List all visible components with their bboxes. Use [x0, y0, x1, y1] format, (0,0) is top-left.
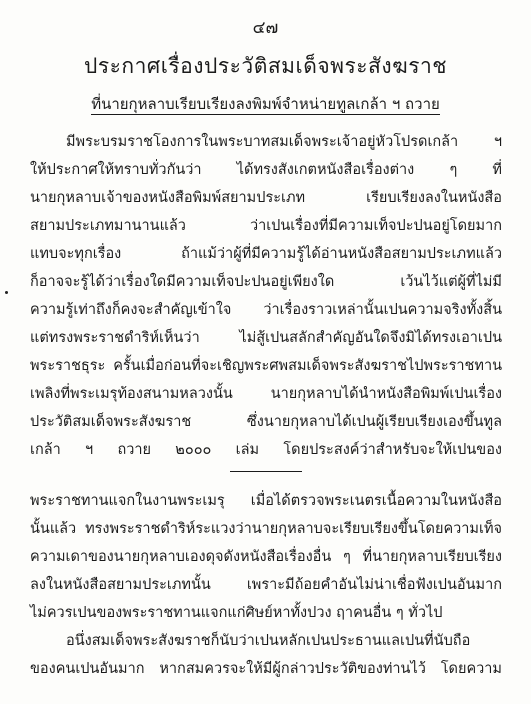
text-line: นายกุหลาบเจ้าของหนังสือพิมพ์สยามประเภท เรียบเรียงลงในหนังสือ [30, 190, 502, 206]
body-text [30, 128, 502, 683]
page-number: ๔๗ [252, 18, 279, 38]
text-line: แทบจะทุกเรื่อง ถ้าแม้ว่าผู้ที่มีความรู้ได้อ่านหนังสือสยามประเภทแล้ว [30, 246, 502, 262]
text-line: ไม่ควรเปนของพระราชทานแจกแก่ศิษย์หาทั้งปวง ฤาคนอื่น ๆ ทั่วไป [30, 605, 443, 621]
text-line: สยามประเภทมานานแล้ว ว่าเปนเรื่องที่มีความเท็จปะปนอยู่โดยมาก [30, 218, 502, 234]
document-title: ประกาศเรื่องประวัติสมเด็จพระสังฆราช [83, 54, 448, 78]
text-line: ความรู้เท่าถึงก็คงจะสำคัญเข้าใจ ว่าเรื่องราวเหล่านั้นเปนความจริงทั้งสิ้น [30, 302, 502, 318]
text-line: ความเดาของนายกุหลาบเองดุจดังหนังสือเรื่องอื่น ๆ ที่นายกุหลาบเรียบเรียง [30, 549, 502, 565]
scan-speck [5, 291, 8, 294]
document-subtitle: ที่นายกุหลาบเรียบเรียงลงพิมพ์จำหน่ายทูลเกล้า ฯ ถวาย [91, 95, 440, 113]
text-line: ประวัติสมเด็จพระสังฆราช ซึ่งนายกุหลาบได้เปนผู้เรียบเรียงเองขึ้นทูล [30, 414, 502, 430]
text-line: พระราชทานแจกในงานพระเมรุ เมื่อได้ตรวจพระเนตรเนื้อความในหนังสือ [30, 493, 502, 509]
text-line: เกล้า ฯ ถวาย ๒๐๐๐ เล่ม โดยประสงค์ว่าสำหรับจะให้เปนของ [30, 442, 502, 458]
text-line: ให้ประกาศให้ทราบทั่วกันว่า ได้ทรงสังเกตหนังสือเรื่องต่าง ๆ ที่ [30, 162, 502, 178]
text-line: แต่ทรงพระราชดำริห์เห็นว่า ไม่สู้เปนสลักสำคัญอันใดจึงมิได้ทรงเอาเปน [30, 330, 502, 346]
text-line: อนึ่งสมเด็จพระสังฆราชก็นับว่าเปนหลักเปนประธานแลเปนที่นับถือ [66, 633, 471, 649]
text-line: เพลิงที่พระเมรุท้องสนามหลวงนั้น นายกุหลาบได้นำหนังสือพิมพ์เปนเรื่อง [30, 386, 502, 402]
text-line: มีพระบรมราชโองการในพระบาทสมเด็จพระเจ้าอยู่หัวโปรดเกล้า ฯ [66, 134, 502, 150]
section-divider [30, 471, 502, 487]
document-subtitle-wrap [0, 92, 531, 116]
text-line: ของคนเปนอันมาก หากสมควรจะให้มีผู้กล่าวประวัติของท่านไว้ โดยความ [30, 661, 502, 677]
text-line: ลงในหนังสือสยามประเภทนั้น เพราะมีถ้อยคำอันไม่น่าเชื่อฟังเปนอันมาก [30, 577, 502, 593]
text-line: นั้นแล้ว ทรงพระราชดำริห์ระแวงว่านายกุหลาบจะเรียบเรียงขึ้นโดยความเท็จ [30, 521, 502, 537]
text-line: พระราชธุระ ครั้นเมื่อก่อนที่จะเชิญพระศพสมเด็จพระสังฆราชไปพระราชทาน [30, 358, 502, 374]
text-line: ก็อาจจะรู้ได้ว่าเรื่องใดมีความเท็จปะปนอยู่เพียงใด เว้นไว้แต่ผู้ที่ไม่มี [30, 274, 502, 290]
